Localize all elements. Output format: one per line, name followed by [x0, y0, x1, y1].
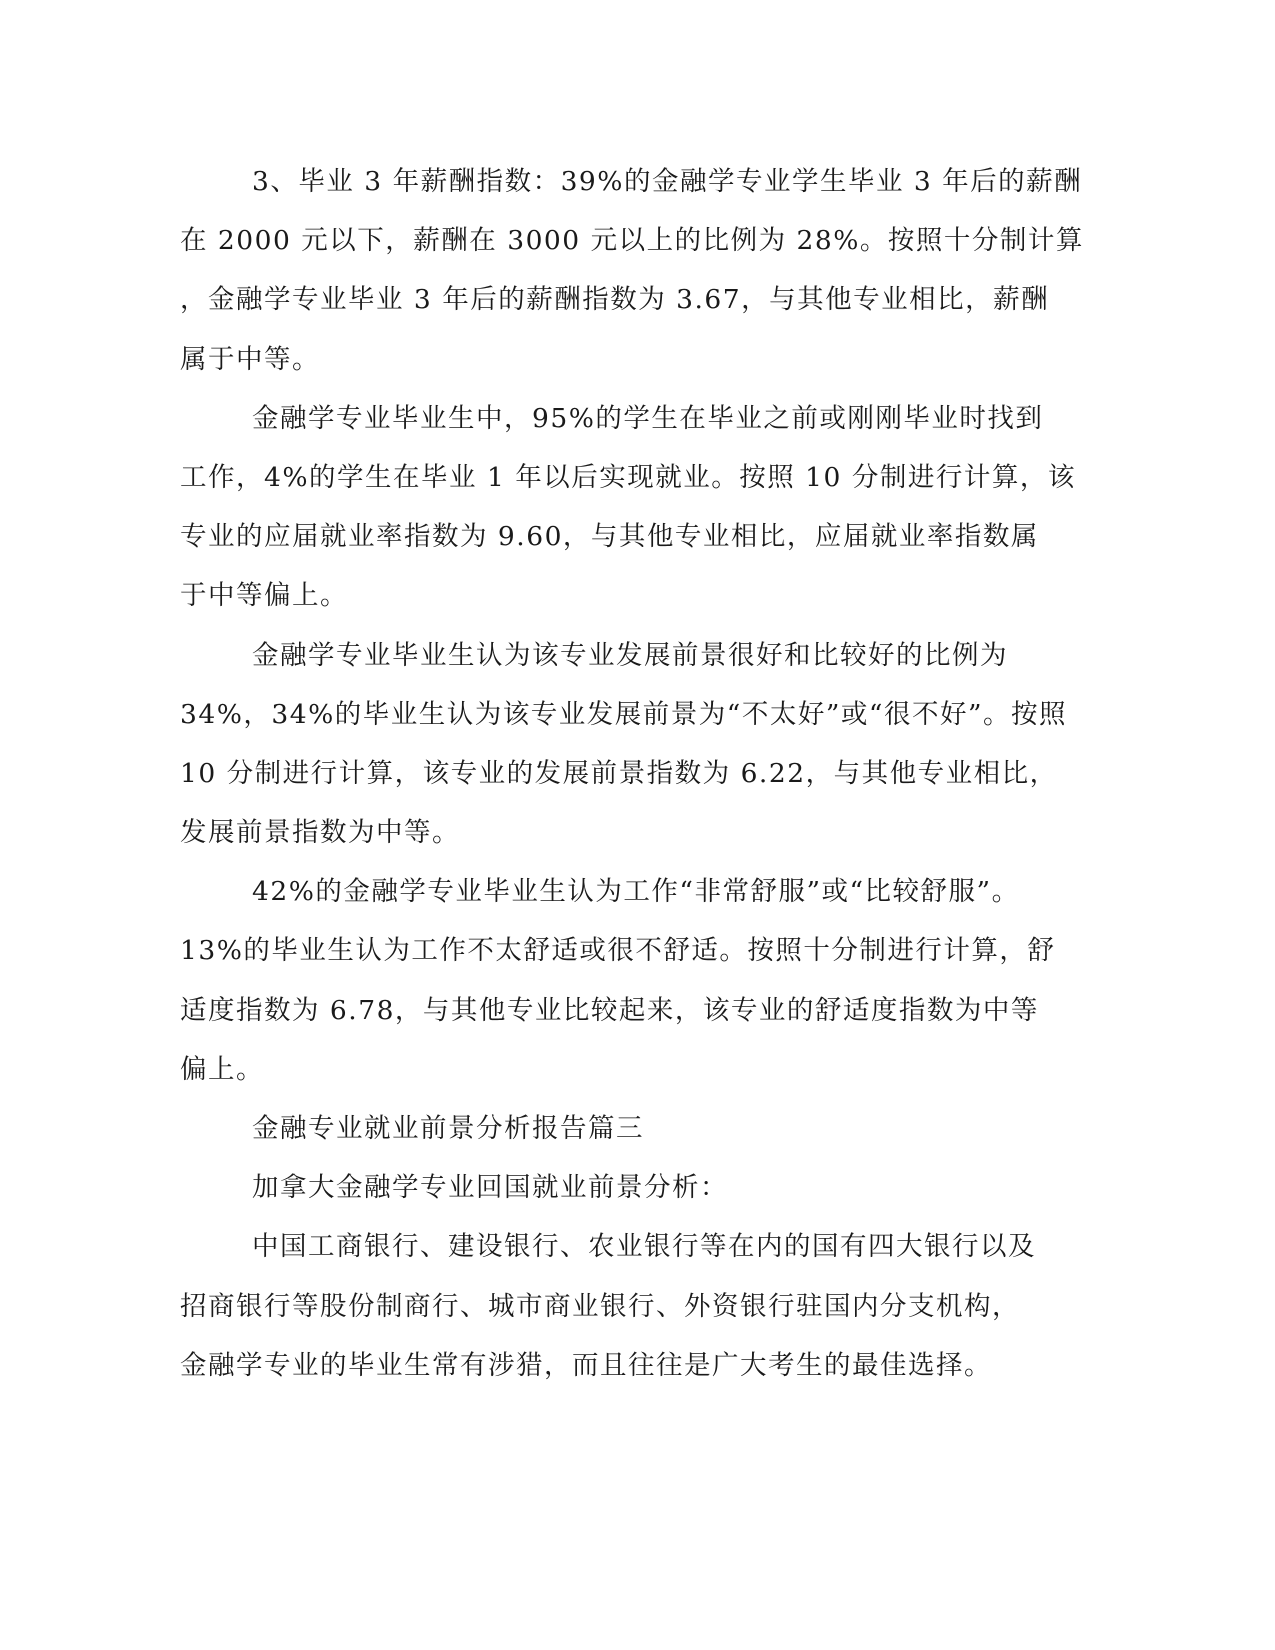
paragraph-banks	[180, 1217, 1040, 1395]
text-line: 金融学专业的毕业生常有涉猎，而且往往是广大考生的最佳选择。	[180, 1349, 992, 1381]
paragraph-salary-index	[180, 152, 1084, 389]
paragraph-prospects	[180, 626, 1067, 863]
text-line: 金融学专业毕业生认为该专业发展前景很好和比较好的比例为	[252, 639, 1008, 671]
text-line: 于中等偏上。	[180, 580, 348, 612]
subsection-heading	[180, 1158, 1040, 1217]
text-line: 专业的应届就业率指数为 9.60，与其他专业相比，应届就业率指数属	[180, 521, 1039, 553]
text-line: 中国工商银行、建设银行、农业银行等在内的国有四大银行以及	[252, 1231, 1036, 1263]
text-line: 发展前景指数为中等。	[180, 817, 460, 849]
paragraph-employment-rate	[180, 389, 1076, 626]
text-line: 42%的金融学专业毕业生认为工作“非常舒服”或“比较舒服”。	[252, 876, 1020, 908]
text-line: 10 分制进行计算，该专业的发展前景指数为 6.22，与其他专业相比，	[180, 757, 1058, 789]
document-page	[180, 152, 1084, 1395]
section-heading	[180, 1099, 1040, 1158]
text-line: 适度指数为 6.78，与其他专业比较起来，该专业的舒适度指数为中等	[180, 994, 1039, 1026]
text-line: 金融学专业毕业生中，95%的学生在毕业之前或刚刚毕业时找到	[252, 402, 1044, 434]
text-line: 34%，34%的毕业生认为该专业发展前景为“不太好”或“很不好”。按照	[180, 698, 1067, 730]
text-line: 13%的毕业生认为工作不太舒适或很不舒适。按照十分制进行计算，舒	[180, 935, 1056, 967]
section-title: 金融专业就业前景分析报告篇三	[252, 1113, 644, 1144]
text-line: 招商银行等股份制商行、城市商业银行、外资银行驻国内分支机构，	[180, 1290, 1020, 1322]
text-line: 3、毕业 3 年薪酬指数：39%的金融学专业学生毕业 3 年后的薪酬	[252, 166, 1083, 197]
text-line: 属于中等。	[180, 343, 320, 375]
text-line: 偏上。	[180, 1053, 264, 1085]
subsection-title: 加拿大金融学专业回国就业前景分析：	[252, 1172, 728, 1204]
text-line: ，金融学专业毕业 3 年后的薪酬指数为 3.67，与其他专业相比，薪酬	[180, 284, 1050, 316]
text-line: 工作，4%的学生在毕业 1 年以后实现就业。按照 10 分制进行计算，该	[180, 461, 1076, 493]
text-line: 在 2000 元以下，薪酬在 3000 元以上的比例为 28%。按照十分制计算	[180, 225, 1084, 257]
paragraph-comfort-index	[180, 862, 1056, 1099]
